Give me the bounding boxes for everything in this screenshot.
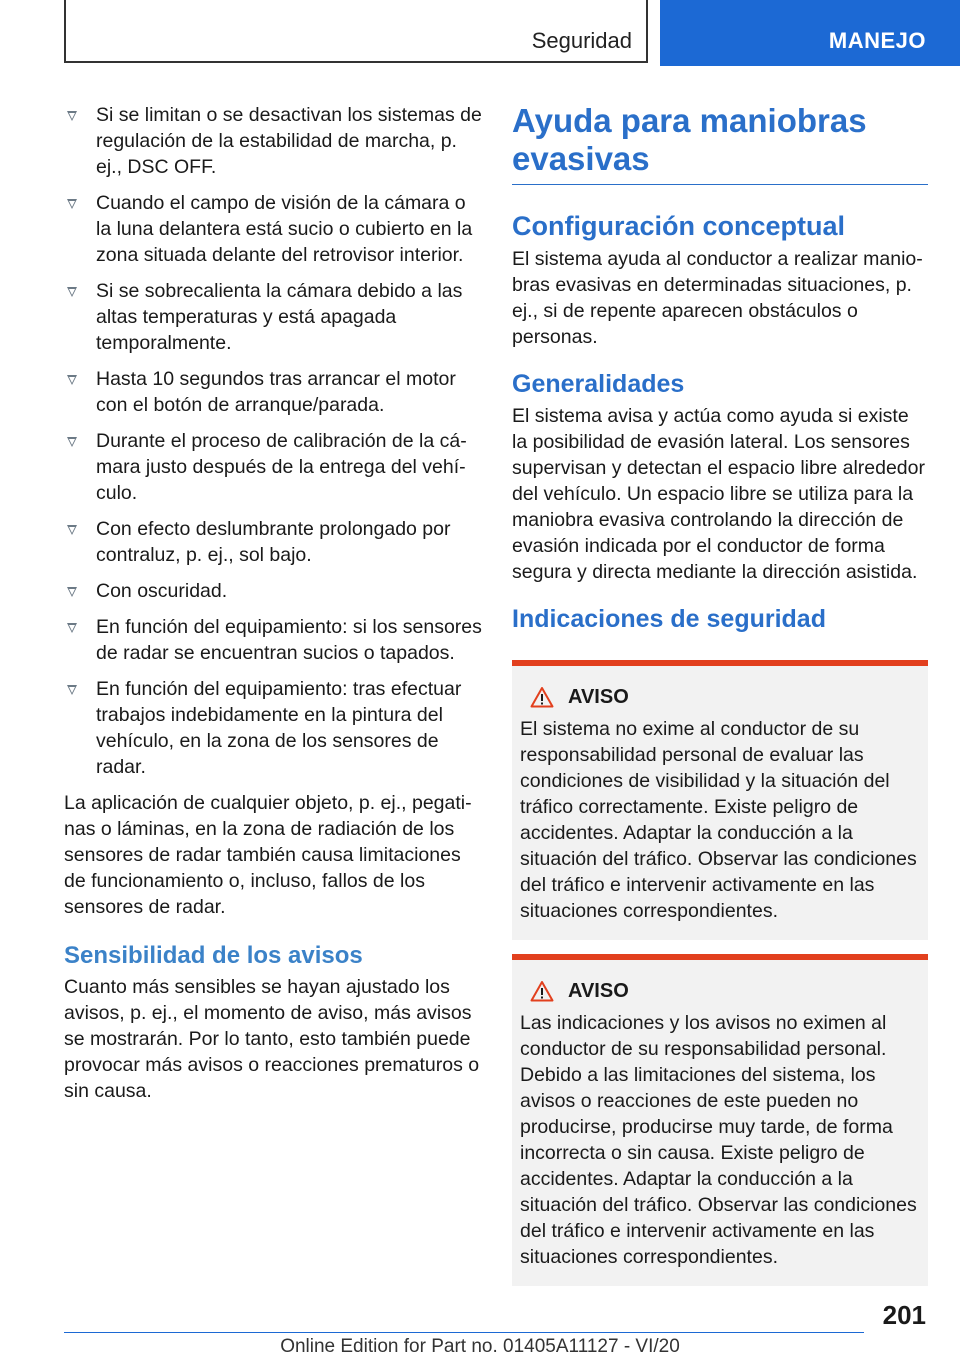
- list-item: [64, 516, 482, 568]
- list-item-text: Hasta 10 segundos tras arrancar el motor con el botón de arranque/parada.: [96, 368, 456, 416]
- triangle-bullet-icon: [67, 287, 77, 297]
- subheading-sensitivity: Sensibilidad de los avisos: [64, 942, 363, 969]
- heading-safety: Indicaciones de seguridad: [512, 605, 826, 633]
- list-item-text: Cuando el campo de visión de la cámara o la luna delantera está sucio o cubierto en la zona situada delante del retrovisor interior.: [96, 192, 473, 266]
- general-paragraph: El sistema avisa y actúa como ayuda si existe la posibilidad de evasión lateral. Los sensores supervisan y detectan el espacio libre alrededor del vehículo. Un espacio libre se utiliza para la maniobra evasiva controlando la dirección de evasión indicada por el conductor de forma segura y directa mediante la dirección asistida.: [512, 405, 925, 583]
- triangle-bullet-icon: [67, 623, 77, 633]
- footer-divider: [64, 1332, 864, 1333]
- triangle-bullet-icon: [67, 375, 77, 385]
- page-header: [0, 0, 960, 66]
- chapter-tab[interactable]: [660, 0, 960, 66]
- list-item: [64, 428, 482, 506]
- warning-header: [530, 978, 920, 1004]
- warning-triangle-icon: [530, 686, 554, 708]
- warning-text: Las indicaciones y los avisos no eximen al conductor de su responsabilidad personal. Debido a las limitaciones del sistema, los avisos o reacciones de este pueden no producirse, producirse muy tarde, de forma incorrecta o sin causa. Existe peligro de accidentes. Adaptar la conducción a la situación del tráfico. Observar las condiciones del tráfico e intervenir activamente en las situaciones correspondientes.: [520, 1012, 917, 1268]
- triangle-bullet-icon: [67, 525, 77, 535]
- warning-box: [512, 954, 928, 1286]
- list-item-text: En función del equipamiento: si los sensores de radar se encuentran sucios o tapados.: [96, 616, 482, 664]
- list-item-text: Durante el proceso de calibración de la cámara justo después de la entrega del vehículo.: [96, 430, 467, 504]
- triangle-bullet-icon: [67, 587, 77, 597]
- warning-triangle-icon: [530, 980, 554, 1002]
- footer-edition: Online Edition for Part no. 01405A11127 - VI/20: [280, 1336, 680, 1357]
- section-title: Seguridad: [531, 28, 632, 53]
- condition-list: [64, 102, 482, 780]
- triangle-bullet-icon: [67, 111, 77, 121]
- list-item: [64, 278, 482, 356]
- radar-paragraph: La aplicación de cualquier objeto, p. ej., pegatinas o láminas, en la zona de radiación de los sensores de radar también causa limitaciones de funcionamiento o, incluso, fallos de los sensores de radar.: [64, 792, 472, 918]
- triangle-bullet-icon: [67, 685, 77, 695]
- section-header-box: [64, 0, 648, 63]
- page-number: 201: [882, 1300, 926, 1330]
- heading-concept: Configuración conceptual: [512, 211, 846, 241]
- warning-text: El sistema no exime al conductor de su responsabilidad personal de evaluar las condiciones de visibilidad y la situación del tráfico correctamente. Existe peligro de accidentes. Adaptar la conducción a la situación del tráfico. Observar las condiciones del tráfico e intervenir activamente en las situaciones correspondientes.: [520, 718, 917, 922]
- right-column: [512, 102, 928, 1300]
- list-item-text: Con efecto deslumbrante prolongado por contraluz, p. ej., sol bajo.: [96, 518, 451, 566]
- chapter-title: Ayuda para maniobras evasivas: [512, 102, 928, 185]
- list-item: [64, 366, 482, 418]
- warning-box: [512, 660, 928, 940]
- chapter-tab-label: MANEJO: [828, 28, 926, 53]
- list-item: [64, 102, 482, 180]
- list-item-text: Si se sobrecalienta la cámara debido a las altas temperaturas y está apagada temporalmente.: [96, 280, 463, 354]
- list-item-text: Con oscuridad.: [96, 580, 228, 602]
- left-column: [64, 102, 482, 1114]
- list-item: [64, 676, 482, 780]
- triangle-bullet-icon: [67, 199, 77, 209]
- warning-title: AVISO: [568, 685, 629, 708]
- warning-header: [530, 684, 920, 710]
- list-item: [64, 578, 482, 604]
- list-item-text: Si se limitan o se desactivan los sistemas de regulación de la estabilidad de marcha, p. ej., DSC OFF.: [96, 104, 482, 178]
- list-item-text: En función del equipamiento: tras efectuar trabajos indebidamente en la pintura del vehículo, en la zona de los sensores de radar.: [96, 678, 462, 778]
- list-item: [64, 614, 482, 666]
- triangle-bullet-icon: [67, 437, 77, 447]
- heading-general: Generalidades: [512, 370, 685, 398]
- sensitivity-paragraph: Cuanto más sensibles se hayan ajustado los avisos, p. ej., el momento de aviso, más avisos se mostrarán. Por lo tanto, esto también puede provocar más avisos o reacciones prematuros o sin causa.: [64, 976, 480, 1102]
- list-item: [64, 190, 482, 268]
- warning-title: AVISO: [568, 979, 629, 1002]
- concept-paragraph: El sistema ayuda al conductor a realizar maniobras evasivas en determinadas situaciones, p. ej., si de repente aparecen obstáculos o personas.: [512, 248, 923, 348]
